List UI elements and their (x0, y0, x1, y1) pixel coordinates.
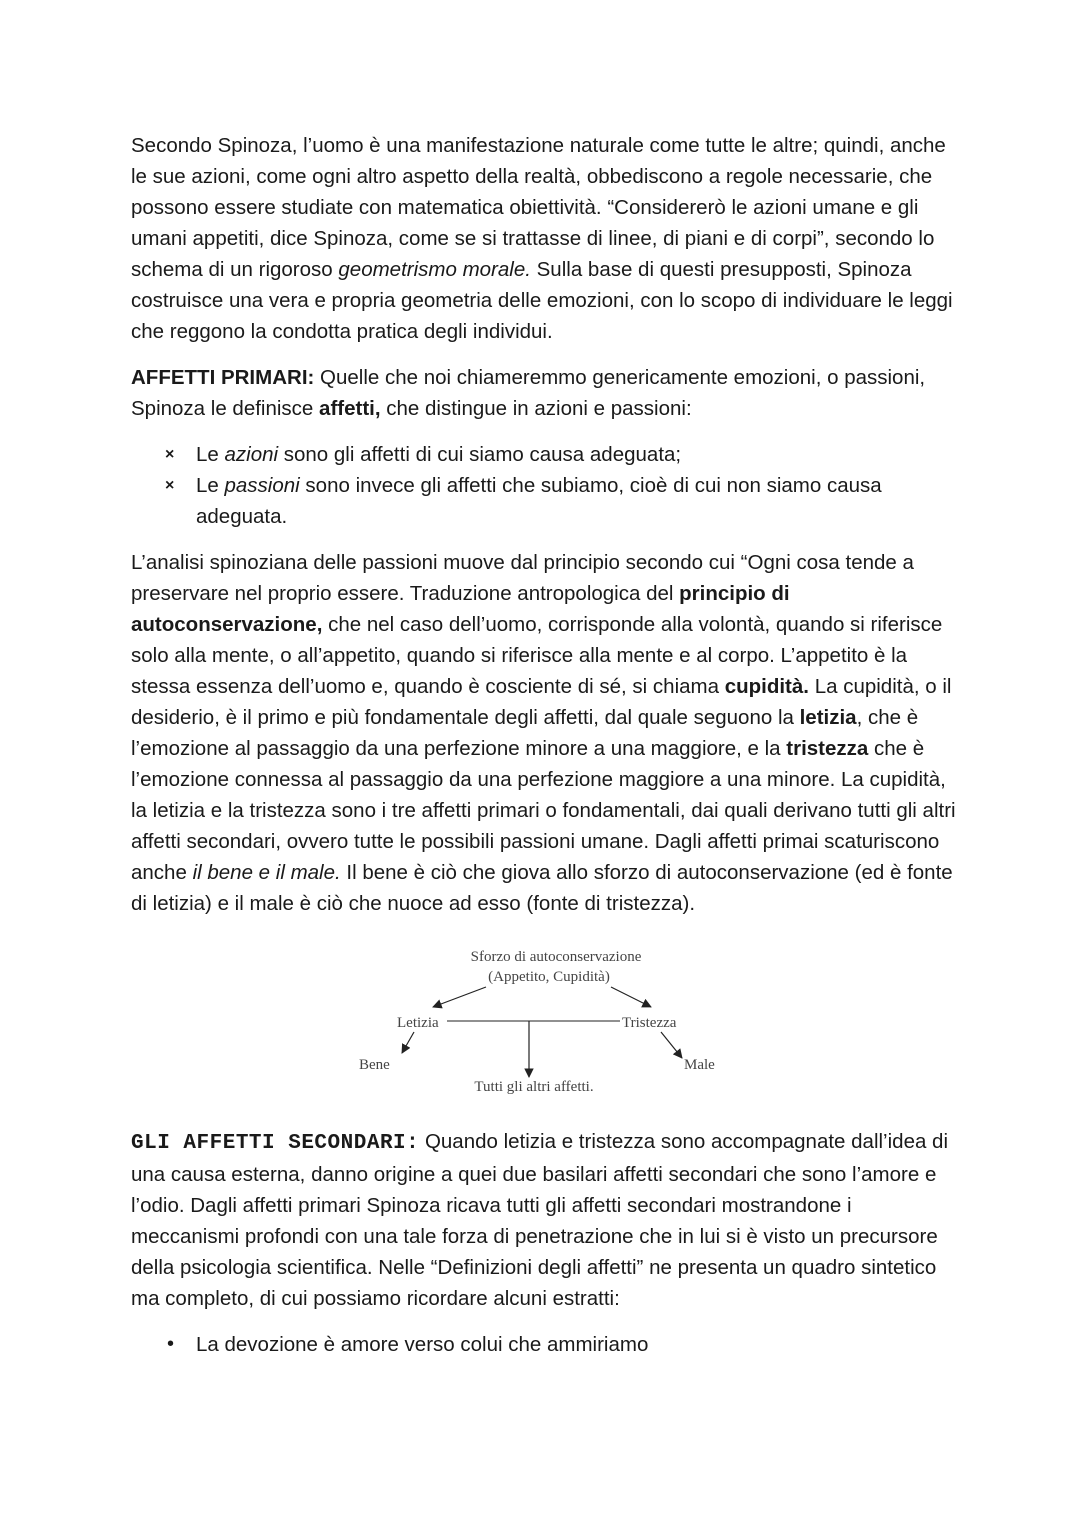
list-item-text: Le (196, 443, 225, 466)
arrow-to-male (661, 1032, 682, 1058)
diagram-letizia: Letizia (397, 1015, 439, 1031)
analysis-text-4: , che è l’emozione al passaggio da una perfezione minore a una maggiore, e la (131, 706, 919, 760)
analysis-text-6: Il bene è ciò che giova allo sforzo di autoconservazione (ed è fonte di letizia) e il male è ciò che nuoce ad esso (fonte di tristezza). (131, 861, 953, 915)
diagram-root-line2: (Appetito, Cupidità) (488, 969, 610, 985)
analysis-text-2: che nel caso dell’uomo, corrisponde alla volontà, quando si riferisce solo alla mente, o all’appetito, quando si riferisce alla mente e al corpo. L’appetito è la stessa essenza dell’uomo e, quando è cosciente di sé, si chiama (131, 613, 943, 698)
analysis-text-3: La cupidità, o il desiderio, è il primo e più fondamentale degli affetti, dal quale seguono la (131, 675, 952, 729)
bullet-icon: • (167, 1333, 175, 1355)
list-item-italic: azioni (224, 443, 279, 466)
diagram-bene: Bene (359, 1057, 390, 1073)
list-item (131, 1329, 961, 1360)
analysis-italic-bene-male: il bene e il male. (192, 861, 341, 884)
secondary-affects-heading: GLI AFFETTI SECONDARI: (131, 1132, 420, 1155)
list-item (131, 470, 961, 532)
diagram-tristezza: Tristezza (622, 1015, 677, 1031)
actions-passions-list (131, 439, 961, 532)
primary-affects-text-2: che distingue in azioni e passioni: (380, 397, 692, 420)
list-item-text: sono invece gli affetti che subiamo, cioè di cui non siamo causa adeguata. (196, 474, 882, 528)
arrow-to-tristezza (611, 987, 651, 1007)
primary-affects-text-1: Quelle che noi chiameremmo genericamente emozioni, o passioni, Spinoza le definisce (131, 366, 926, 420)
arrow-to-bene (402, 1032, 414, 1053)
list-item-text: sono gli affetti di cui siamo causa adeguata; (278, 443, 682, 466)
intro-paragraph (131, 130, 961, 347)
intro-text-2: Sulla base di questi presupposti, Spinoza costruisce una vera e propria geometria delle emozioni, con lo scopo di individuare le leggi che reggono la condotta pratica degli individui. (131, 258, 953, 343)
primary-affects-paragraph (131, 362, 961, 424)
intro-text-1: Secondo Spinoza, l’uomo è una manifestazione naturale come tutte le altre; quindi, anche le sue azioni, come ogni altro aspetto della realtà, obbediscono a regole necessarie, che possono essere studiate con matematica obiettività. “Considererò le azioni umane e gli umani appetiti, dice Spinoza, come se si trattasse di linee, di piani e di corpi”, secondo lo schema di un rigoroso (131, 134, 946, 281)
primary-affects-bold: affetti, (319, 397, 381, 420)
arrow-to-letizia (433, 987, 486, 1007)
affects-diagram (131, 931, 961, 1111)
secondary-affects-text: Quando letizia e tristezza sono accompagnate dall’idea di una causa esterna, danno origine a quei due basilari affetti secondari che sono l’amore e l’odio. Dagli affetti primari Spinoza ricava tutti gli affetti secondari mostrandone i meccanismi profondi con una tale forza di penetrazione che in lui si è visto un precursore della psicologia scientifica. Nelle “Definizioni degli affetti” ne presenta un quadro sintetico ma completo, di cui possiamo ricordare alcuni estratti: (131, 1130, 949, 1310)
x-bullet-icon: × (165, 477, 175, 494)
analysis-text-1: L’analisi spinoziana delle passioni muove dal principio secondo cui “Ogni cosa tende a preservare nel proprio essere. Traduzione antropologica del (131, 551, 914, 605)
definitions-list (131, 1329, 961, 1360)
list-item-text: Le (196, 474, 225, 497)
analysis-bold-principle: principio di autoconservazione, (131, 582, 790, 636)
secondary-affects-paragraph (131, 1126, 961, 1314)
analysis-text-5: che è l’emozione connessa al passaggio da una perfezione maggiore a una minore. La cupidità, la letizia e la tristezza sono i tre affetti primari o fondamentali, dai quali derivano tutti gli altri affetti secondari, ovvero tutte le possibili passioni umane. Dagli affetti primai scaturiscono anche (131, 737, 956, 884)
list-item (131, 439, 961, 470)
list-item-italic: passioni (224, 474, 300, 497)
affects-diagram-svg (131, 931, 961, 1111)
analysis-paragraph (131, 547, 961, 919)
analysis-bold-tristezza: tristezza (786, 737, 869, 760)
diagram-root-line1: Sforzo di autoconservazione (470, 949, 642, 965)
diagram-others: Tutti gli altri affetti. (474, 1079, 594, 1095)
intro-italic: geometrismo morale. (338, 258, 531, 281)
x-bullet-icon: × (165, 446, 175, 463)
document-page (131, 130, 961, 1360)
primary-affects-heading: AFFETTI PRIMARI: (131, 366, 315, 389)
diagram-male: Male (684, 1057, 715, 1073)
analysis-bold-letizia: letizia (799, 706, 857, 729)
list-item-text: La devozione è amore verso colui che ammiriamo (196, 1333, 649, 1356)
analysis-bold-cupidita: cupidità. (724, 675, 809, 698)
